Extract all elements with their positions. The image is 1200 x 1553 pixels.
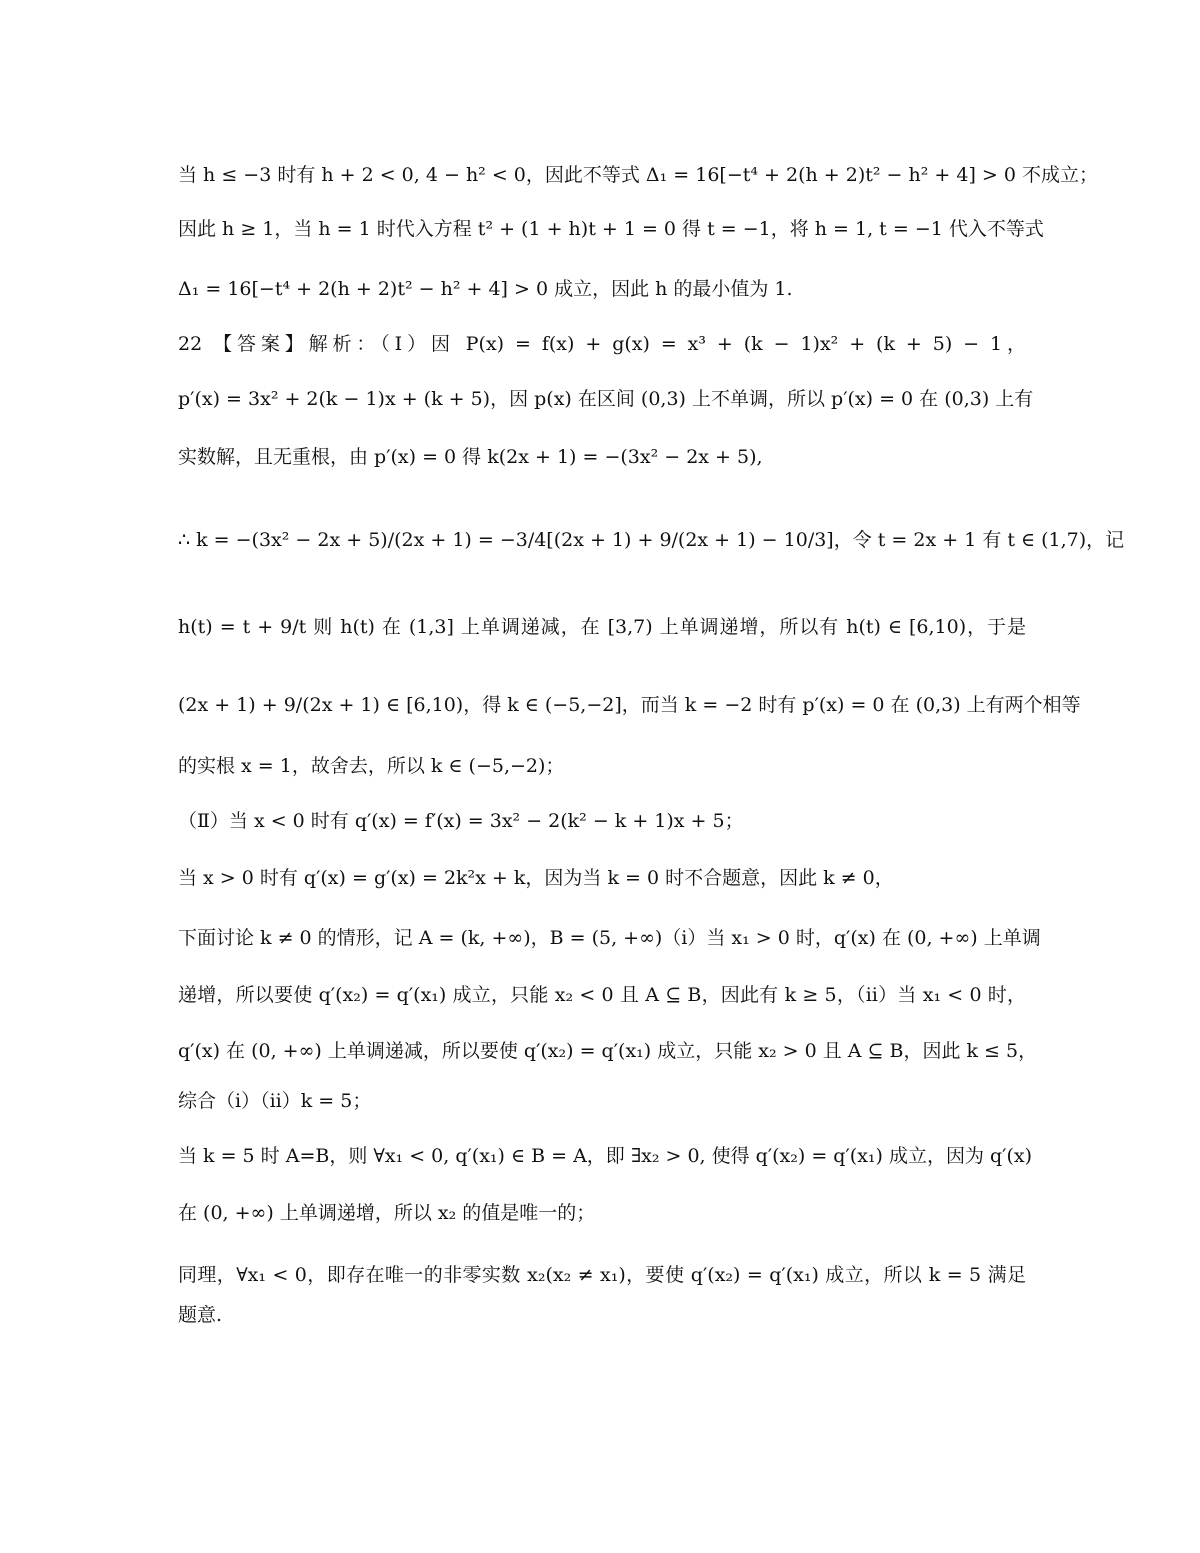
text-line-18: 在 (0, +∞) 上单调递增，所以 x₂ 的值是唯一的；: [178, 1202, 596, 1224]
text-line-15: q′(x) 在 (0, +∞) 上单调递减，所以要使 q′(x₂) = q′(x₁) 成立，只能 x₂ > 0 且 A ⊆ B，因此 k ≤ 5，: [178, 1040, 1038, 1062]
text-line-16: 综合（ⅰ）（ⅱ）k = 5；: [178, 1090, 372, 1112]
text-line-17: 当 k = 5 时 A=B，则 ∀x₁ < 0, q′(x₁) ∈ B = A，即 ∃x₂ > 0, 使得 q′(x₂) = q′(x₁) 成立，因为 q′(x): [178, 1145, 1033, 1167]
text-line-1: 当 h ≤ −3 时有 h + 2 < 0, 4 − h² < 0，因此不等式 Δ₁ = 16[−t⁴ + 2(h + 2)t² − h² + 4] > 0 不成立；: [178, 164, 1098, 186]
text-line-7: ∴ k = −(3x² − 2x + 5)/(2x + 1) = −3/4[(2x + 1) + 9/(2x + 1) − 10/3]，令 t = 2x + 1 有 t ∈ (1,7)，记: [178, 529, 1125, 551]
text-line-8: h(t) = t + 9/t 则 h(t) 在 (1,3] 上单调递减，在 [3,7) 上单调递增，所以有 h(t) ∈ [6,10)，于是: [178, 616, 1026, 638]
text-line-10: 的实根 x = 1，故舍去，所以 k ∈ (−5,−2)；: [178, 755, 565, 777]
text-line-19: 同理，∀x₁ < 0，即存在唯一的非零实数 x₂(x₂ ≠ x₁)，要使 q′(x₂) = q′(x₁) 成立，所以 k = 5 满足: [178, 1264, 1026, 1286]
text-line-12: 当 x > 0 时有 q′(x) = g′(x) = 2k²x + k，因为当 k = 0 时不合题意，因此 k ≠ 0，: [178, 867, 894, 889]
text-line-5: p′(x) = 3x² + 2(k − 1)x + (k + 5)，因 p(x) 在区间 (0,3) 上不单调，所以 p′(x) = 0 在 (0,3) 上有: [178, 388, 1034, 410]
text-line-13: 下面讨论 k ≠ 0 的情形，记 A = (k, +∞)，B = (5, +∞)（ⅰ）当 x₁ > 0 时，q′(x) 在 (0, +∞) 上单调: [178, 927, 1041, 949]
text-line-14: 递增，所以要使 q′(x₂) = q′(x₁) 成立，只能 x₂ < 0 且 A ⊆ B，因此有 k ≥ 5，（ⅱ）当 x₁ < 0 时，: [178, 984, 1026, 1006]
text-line-4: 22 【答案】解析：（Ⅰ）因 P(x) = f(x) + g(x) = x³ + (k − 1)x² + (k + 5) − 1，: [178, 333, 1026, 355]
text-line-11: （Ⅱ）当 x < 0 时有 q′(x) = f′(x) = 3x² − 2(k² − k + 1)x + 5；: [178, 810, 744, 832]
text-line-3: Δ₁ = 16[−t⁴ + 2(h + 2)t² − h² + 4] > 0 成立，因此 h 的最小值为 1.: [178, 278, 793, 300]
text-line-6: 实数解，且无重根，由 p′(x) = 0 得 k(2x + 1) = −(3x² − 2x + 5),: [178, 446, 763, 468]
text-line-20: 题意.: [178, 1304, 223, 1326]
text-line-9: (2x + 1) + 9/(2x + 1) ∈ [6,10)，得 k ∈ (−5,−2]，而当 k = −2 时有 p′(x) = 0 在 (0,3) 上有两个相等: [178, 694, 1081, 716]
text-line-2: 因此 h ≥ 1，当 h = 1 时代入方程 t² + (1 + h)t + 1 = 0 得 t = −1，将 h = 1, t = −1 代入不等式: [178, 218, 1044, 240]
